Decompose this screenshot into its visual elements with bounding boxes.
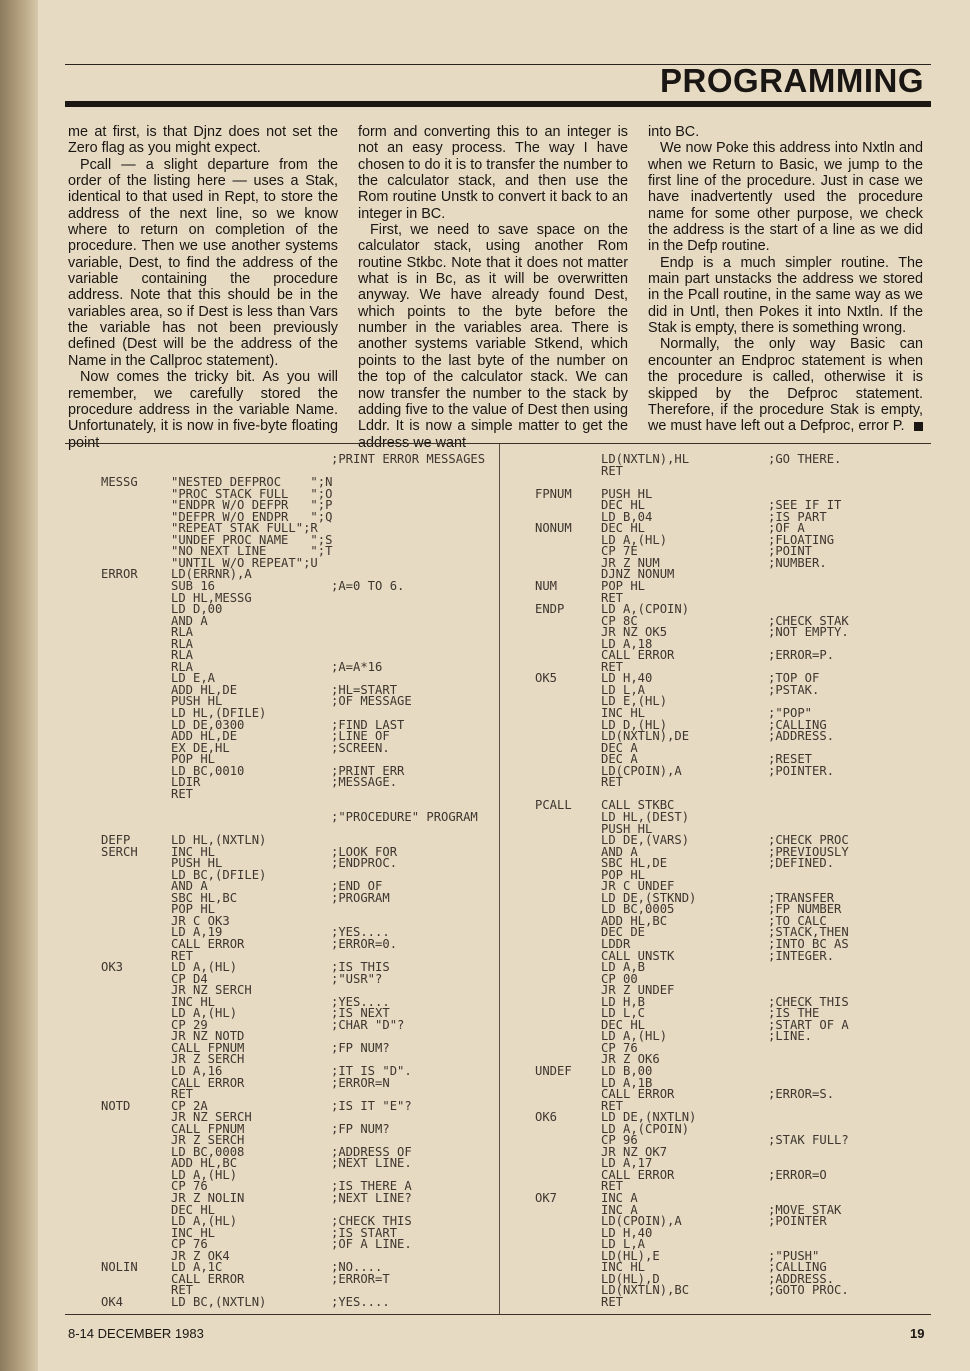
listing-instruction: LD A,1C bbox=[171, 1260, 223, 1275]
listing-instruction: CALL ERROR bbox=[601, 648, 675, 663]
listing-instruction: LD A,1B bbox=[601, 1075, 653, 1090]
paragraph: me at first, is that Djnz does not set the Zero flag as you might expect. bbox=[68, 124, 338, 157]
listing-label: OK7 bbox=[535, 1191, 558, 1205]
listing-comment: ;A=0 TO 6. bbox=[331, 579, 405, 594]
listing-comment: ;FP NUMBER bbox=[768, 902, 842, 917]
listing-instruction: LD DE,(NXTLN) bbox=[601, 1110, 697, 1125]
listing-instruction: JR NZ OK5 bbox=[601, 625, 668, 640]
listing-instruction: AND A bbox=[171, 879, 208, 894]
text-column-3 bbox=[648, 124, 923, 435]
listing-instruction: SBC HL,DE bbox=[601, 856, 668, 871]
listing-instruction: DEC HL bbox=[601, 521, 646, 536]
listing-instruction: "NESTED DEFPROC ";N bbox=[171, 475, 333, 490]
listing-instruction: LD A,(HL) bbox=[601, 1029, 668, 1044]
listing-instruction: CALL ERROR bbox=[601, 1087, 675, 1102]
listing-comment: ;TO CALC bbox=[768, 913, 827, 928]
listing-comment: ;NEXT LINE? bbox=[331, 1191, 412, 1205]
listing-instruction: LD H,40 bbox=[601, 1225, 653, 1240]
end-of-article-mark bbox=[914, 422, 923, 431]
listing-instruction: JR Z SERCH bbox=[171, 1133, 245, 1148]
listing-instruction: CP 7E bbox=[601, 544, 638, 559]
listing-instruction: LD A,(HL) bbox=[171, 1214, 238, 1229]
listing-instruction: RET bbox=[601, 590, 624, 605]
listing-comment: ;YES.... bbox=[331, 1294, 390, 1309]
listing-instruction: LD A,(HL) bbox=[171, 1006, 238, 1021]
listing-instruction: "REPEAT STAK FULL";R bbox=[171, 521, 318, 536]
listing-comment: ;OF A LINE. bbox=[331, 1237, 412, 1252]
listing-comment: ;CHECK STAK bbox=[768, 613, 849, 628]
listing-instruction: RET bbox=[601, 463, 624, 478]
listing-comment: ;OF MESSAGE bbox=[331, 694, 412, 709]
listing-comment: ;LOOK FOR bbox=[331, 844, 398, 859]
paragraph: form and converting this to an integer is not an easy process. The way I have chosen to do it is to transfer the number to the calculator stack, and then use the Rom routine Unstk to convert it back to an integer in BC. bbox=[358, 124, 628, 222]
listing-instruction: CALL ERROR bbox=[171, 1075, 245, 1090]
listing-comment: ;CALLING bbox=[768, 1260, 827, 1275]
listing-comment: ;GOTO PROC. bbox=[768, 1283, 849, 1298]
listing-comment: ;NOT EMPTY. bbox=[768, 625, 849, 640]
listing-comment: ;POINTER. bbox=[768, 763, 835, 778]
text-column-2 bbox=[358, 124, 628, 451]
listing-instruction: INC HL bbox=[171, 994, 216, 1009]
listing-comment: ;FIND LAST bbox=[331, 717, 405, 732]
listing-instruction: CP 76 bbox=[171, 1179, 208, 1194]
listing-instruction: LD HL,MESSG bbox=[171, 590, 252, 605]
listing-instruction: LD H,B bbox=[601, 994, 646, 1009]
listing-instruction: PUSH HL bbox=[171, 856, 223, 871]
listing-instruction: LD A,(HL) bbox=[601, 532, 668, 547]
listing-instruction: JR Z SERCH bbox=[171, 1052, 245, 1067]
listing-comment: ;POINTER bbox=[768, 1214, 827, 1229]
paragraph-text: Normally, the only way Basic can encounter an Endproc statement is when the procedure is called, otherwise it is skipped by the Defproc statement. Therefore, if the procedure Stak is empty, we must have left out a Defproc, error P. bbox=[648, 336, 923, 435]
listing-instruction: CP 00 bbox=[601, 971, 638, 986]
listing-instruction: POP HL bbox=[171, 752, 216, 767]
listing-instruction: LD(ERRNR),A bbox=[171, 567, 252, 582]
listing-instruction: LD HL,(DEST) bbox=[601, 809, 690, 824]
listing-comment: ;"PUSH" bbox=[768, 1248, 820, 1263]
listing-comment: ;END OF bbox=[331, 879, 383, 894]
listing-comment: ;SEE IF IT bbox=[768, 498, 842, 513]
listing-instruction: LD A,19 bbox=[171, 925, 223, 940]
listing-comment: ;GO THERE. bbox=[768, 452, 842, 466]
listing-comment: ;PROGRAM bbox=[331, 890, 390, 905]
listing-instruction: JR NZ OK7 bbox=[601, 1144, 668, 1159]
listing-instruction: RLA bbox=[171, 636, 194, 651]
listing-instruction: DEC HL bbox=[601, 1017, 646, 1032]
listing-instruction: DEC HL bbox=[601, 498, 646, 513]
listing-instruction: LD DE,(STKND) bbox=[601, 890, 697, 905]
listing-instruction: CALL FPNUM bbox=[171, 1040, 245, 1055]
listing-label: UNDEF bbox=[535, 1063, 572, 1078]
listing-instruction: "PROC STACK FULL ";O bbox=[171, 486, 333, 501]
listing-instruction: INC HL bbox=[171, 1225, 216, 1240]
listing-label: OK4 bbox=[101, 1294, 124, 1309]
listing-instruction: LD BC,0010 bbox=[171, 763, 245, 778]
listing-comment: ;CHECK PROC bbox=[768, 833, 849, 848]
listing-instruction: CALL ERROR bbox=[171, 936, 245, 951]
issue-date: 8-14 DECEMBER 1983 bbox=[68, 1326, 204, 1341]
listing-comment: ;IS IT "E"? bbox=[331, 1098, 412, 1113]
listing-comment: ;POINT bbox=[768, 544, 813, 559]
listing-instruction: JR C UNDEF bbox=[601, 879, 675, 894]
listing-comment: ;CHAR "D"? bbox=[331, 1017, 405, 1032]
listing-instruction: DEC HL bbox=[171, 1202, 216, 1217]
listing-comment: ;NEXT LINE. bbox=[331, 1156, 412, 1171]
listing-instruction: JR Z OK6 bbox=[601, 1052, 660, 1067]
listing-instruction: LD A,17 bbox=[601, 1156, 653, 1171]
listing-instruction: DJNZ NONUM bbox=[601, 567, 675, 582]
listing-comment: ;FP NUM? bbox=[331, 1121, 390, 1136]
listing-label: FPNUM bbox=[535, 486, 572, 501]
listing-instruction: INC A bbox=[601, 1202, 638, 1217]
listing-instruction: RET bbox=[171, 1283, 194, 1298]
listing-instruction: CP 76 bbox=[171, 1237, 208, 1252]
listing-instruction: LD D,(HL) bbox=[601, 717, 668, 732]
listing-instruction: CALL ERROR bbox=[171, 1271, 245, 1286]
listing-instruction: LD A,B bbox=[601, 960, 646, 975]
listing-label: DEFP bbox=[101, 833, 131, 848]
listing-comment: ;RESET bbox=[768, 752, 813, 767]
listing-instruction: RET bbox=[601, 659, 624, 674]
listing-instruction: JR Z NUM bbox=[601, 555, 660, 570]
listing-instruction: LD L,A bbox=[601, 1237, 646, 1252]
listing-instruction: LD E,(HL) bbox=[601, 694, 668, 709]
listing-instruction: LD H,40 bbox=[601, 671, 653, 686]
listing-instruction: PUSH HL bbox=[171, 694, 223, 709]
listing-instruction: INC HL bbox=[601, 1260, 646, 1275]
listing-comment: ;ADDRESS. bbox=[768, 1271, 835, 1286]
paragraph: We now Poke this address into Nxtln and when we Return to Basic, we jump to the first line of the procedure. Just in case we have inadvertently used the procedure name for some other purpose, we check the address is the start of a line as we did in the Defp routine. bbox=[648, 140, 923, 255]
listing-label: NONUM bbox=[535, 521, 572, 536]
listing-comment: ;MOVE STAK bbox=[768, 1202, 842, 1217]
listing-instruction: LD(HL),E bbox=[601, 1248, 660, 1263]
listing-comment: ;IS PART bbox=[768, 509, 827, 524]
listing-label: SERCH bbox=[101, 844, 138, 859]
listing-instruction: LD A,(HL) bbox=[171, 1167, 238, 1182]
listing-instruction: LDIR bbox=[171, 775, 201, 790]
listing-comment: ;OF A bbox=[768, 521, 805, 536]
listing-comment: ;ERROR=T bbox=[331, 1271, 390, 1286]
listing-comment: ;TRANSFER bbox=[768, 890, 835, 905]
listing-instruction: INC HL bbox=[171, 844, 216, 859]
listing-comment: ;ERROR=S. bbox=[768, 1087, 835, 1102]
paragraph: into BC. bbox=[648, 124, 700, 140]
listing-instruction: LD L,A bbox=[601, 682, 646, 697]
listing-instruction: JR Z NOLIN bbox=[171, 1191, 245, 1205]
listing-instruction: LD(HL),D bbox=[601, 1271, 660, 1286]
listing-instruction: "UNDEF PROC NAME ";S bbox=[171, 532, 333, 547]
listing-instruction: LD E,A bbox=[171, 671, 216, 686]
listing-comment: ;CHECK THIS bbox=[768, 994, 849, 1009]
listing-instruction: CP D4 bbox=[171, 971, 208, 986]
listing-comment: ;INTEGER. bbox=[768, 948, 835, 963]
paragraph: Now comes the tricky bit. As you will remember, we carefully stored the procedure address in the variable Name. Unfortunately, it is now in five-byte floating point bbox=[68, 369, 338, 451]
listing-comment: ;IT IS "D". bbox=[331, 1063, 412, 1078]
listing-label: NOTD bbox=[101, 1098, 131, 1113]
listing-comment: ;PSTAK. bbox=[768, 682, 820, 697]
listing-comment: ;CALLING bbox=[768, 717, 827, 732]
listing-comment: ;IS THIS bbox=[331, 960, 390, 975]
listing-instruction: POP HL bbox=[171, 902, 216, 917]
listing-instruction: EX DE,HL bbox=[171, 740, 230, 755]
book-spine-shadow bbox=[0, 0, 38, 1371]
listing-comment: ;MESSAGE. bbox=[331, 775, 398, 790]
listing-instruction: LD A,(HL) bbox=[171, 960, 238, 975]
listing-instruction: POP HL bbox=[601, 579, 646, 594]
listing-instruction: DEC DE bbox=[601, 925, 646, 940]
listing-comment: ;DEFINED. bbox=[768, 856, 835, 871]
listing-instruction: "UNTIL W/O REPEAT";U bbox=[171, 555, 318, 570]
listing-instruction: LD B,04 bbox=[601, 509, 653, 524]
listing-instruction: CP 2A bbox=[171, 1098, 208, 1113]
listing-comment: ;START OF A bbox=[768, 1017, 849, 1032]
listing-instruction: RET bbox=[601, 1098, 624, 1113]
listing-instruction: ADD HL,DE bbox=[171, 729, 238, 744]
listing-instruction: LD A,(CPOIN) bbox=[601, 602, 690, 617]
listing-instruction: JR C OK3 bbox=[171, 913, 230, 928]
listing-comment: ;ADDRESS OF bbox=[331, 1144, 412, 1159]
listing-instruction: LD(CPOIN),A bbox=[601, 1214, 682, 1229]
listing-instruction: JR NZ SERCH bbox=[171, 1110, 252, 1125]
listing-comment: ;YES.... bbox=[331, 994, 390, 1009]
text-column-1 bbox=[68, 124, 338, 451]
listing-instruction: LD B,00 bbox=[601, 1063, 653, 1078]
listing-comment: ;PRINT ERROR MESSAGES bbox=[331, 452, 486, 466]
listing-instruction: RLA bbox=[171, 625, 194, 640]
listing-instruction: JR Z OK4 bbox=[171, 1248, 230, 1263]
listing-comment: ;PRINT ERR bbox=[331, 763, 405, 778]
listing-instruction: CP 76 bbox=[601, 1040, 638, 1055]
listing-instruction: "NO NEXT LINE ";T bbox=[171, 544, 333, 559]
listing-instruction: DEC A bbox=[601, 740, 638, 755]
listing-instruction: RLA bbox=[171, 659, 194, 674]
listing-instruction: "DEFPR W/O ENDPR ";Q bbox=[171, 509, 333, 524]
listing-label: MESSG bbox=[101, 475, 138, 490]
listing-instruction: LD BC,(NXTLN) bbox=[171, 1294, 267, 1309]
paragraph: First, we need to save space on the calculator stack, using another Rom routine Stkbc. Note that it does not matter what is in Bc, as it will be overwritten anyway. We have already found Dest, which points to the byte before the number in the variables area. There is another systems variable Stkend, which points to the last byte of the number on the top of the calculator stack. We can now transfer the number to the stack by adding five to the value of Dest then using Lddr. It is now a simple matter to get the address we want bbox=[358, 222, 628, 451]
listing-instruction: LD BC,0005 bbox=[601, 902, 675, 917]
paragraph: Endp is a much simpler routine. The main part unstacks the address we stored in the Pcall routine, in the same way as we did in Untl, then Pokes it into Nxtln. If the Stak is empty, there is something wrong. bbox=[648, 254, 923, 337]
listing-comment: ;IS THE bbox=[768, 1006, 820, 1021]
listing-comment: ;NO.... bbox=[331, 1260, 383, 1275]
listing-instruction: RET bbox=[171, 786, 194, 801]
listing-instruction: CP 8C bbox=[601, 613, 638, 628]
listing-label: OK6 bbox=[535, 1110, 558, 1125]
listing-comment: ;"POP" bbox=[768, 706, 813, 721]
listing-instruction: LD HL,(DFILE) bbox=[171, 706, 267, 721]
listing-instruction: JR Z UNDEF bbox=[601, 983, 675, 998]
listing-label: NUM bbox=[535, 579, 558, 594]
listing-instruction: PUSH HL bbox=[601, 821, 653, 836]
page-number: 19 bbox=[910, 1326, 925, 1341]
listing-label: OK5 bbox=[535, 671, 558, 686]
listing-instruction: RET bbox=[171, 1087, 194, 1102]
listing-instruction: LD(CPOIN),A bbox=[601, 763, 682, 778]
listing-instruction: LD D,00 bbox=[171, 602, 223, 617]
listing-instruction: RET bbox=[171, 948, 194, 963]
listing-instruction: LD BC,(DFILE) bbox=[171, 867, 267, 882]
listing-label: PCALL bbox=[535, 798, 572, 813]
listing-instruction: ADD HL,BC bbox=[171, 1156, 238, 1171]
listing-instruction: RET bbox=[601, 1294, 624, 1309]
listing-comment: ;FP NUM? bbox=[331, 1040, 390, 1055]
listing-instruction: LD BC,0008 bbox=[171, 1144, 245, 1159]
listing-instruction: CALL UNSTK bbox=[601, 948, 675, 963]
listing-comment: ;LINE OF bbox=[331, 729, 390, 744]
listing-comment: ;PREVIOUSLY bbox=[768, 844, 849, 859]
listing-instruction: RET bbox=[601, 1179, 624, 1194]
listing-instruction: JR NZ NOTD bbox=[171, 1029, 245, 1044]
listing-instruction: AND A bbox=[171, 613, 208, 628]
listing-comment: ;ADDRESS. bbox=[768, 729, 835, 744]
listing-instruction: LD DE,(VARS) bbox=[601, 833, 690, 848]
listing-comment: ;STACK,THEN bbox=[768, 925, 849, 940]
listing-comment: ;IS THERE A bbox=[331, 1179, 412, 1194]
listing-comment: ;FLOATING bbox=[768, 532, 835, 547]
listing-instruction: LD(NXTLN),BC bbox=[601, 1283, 690, 1298]
listing-instruction: LD(NXTLN),HL bbox=[601, 452, 690, 466]
listing-label: ENDP bbox=[535, 602, 565, 617]
listing-instruction: LD A,(CPOIN) bbox=[601, 1121, 690, 1136]
listing-comment: ;A=A*16 bbox=[331, 659, 383, 674]
listing-comment: ;"USR"? bbox=[331, 971, 383, 986]
listing-label: OK3 bbox=[101, 960, 124, 975]
listing-comment: ;IS NEXT bbox=[331, 1006, 390, 1021]
listing-comment: ;SCREEN. bbox=[331, 740, 390, 755]
listing-comment: ;TOP OF bbox=[768, 671, 820, 686]
code-listing bbox=[65, 443, 931, 1315]
listing-comment: ;LINE. bbox=[768, 1029, 813, 1044]
listing-instruction: POP HL bbox=[601, 867, 646, 882]
listing-instruction: CP 29 bbox=[171, 1017, 208, 1032]
listing-comment: ;CHECK THIS bbox=[331, 1214, 412, 1229]
listing-instruction: ADD HL,BC bbox=[601, 913, 668, 928]
listing-instruction: LD A,16 bbox=[171, 1063, 223, 1078]
listing-comment: ;ERROR=0. bbox=[331, 936, 398, 951]
listing-comment: ;STAK FULL? bbox=[768, 1133, 849, 1148]
paragraph: Pcall — a slight departure from the order of the listing here — uses a Stak, identical to that used in Rept, to store the address of the next line, so we know where to return on completion of the procedure. Then we use another systems variable, Dest, to find the address of the variable containing the procedure address. Note that this should be in the variables area, so if Dest is less than Vars the variable has not been previously defined (Dest will be the address of the Name in the Callproc statement). bbox=[68, 156, 338, 369]
listing-label: NOLIN bbox=[101, 1260, 138, 1275]
listing-comment: ;ENDPROC. bbox=[331, 856, 398, 871]
listing-instruction: LD DE,0300 bbox=[171, 717, 245, 732]
listing-instruction: SBC HL,BC bbox=[171, 890, 238, 905]
listing-instruction: LD(NXTLN),DE bbox=[601, 729, 690, 744]
header-thick-rule bbox=[65, 101, 931, 107]
listing-instruction: RET bbox=[601, 775, 624, 790]
listing-comment: ;ERROR=O bbox=[768, 1167, 827, 1182]
listing-label: ERROR bbox=[101, 567, 138, 582]
listing-instruction: INC A bbox=[601, 1191, 638, 1205]
listing-instruction: LD HL,(NXTLN) bbox=[171, 833, 267, 848]
listing-instruction: LD A,18 bbox=[601, 636, 653, 651]
listing-instruction: INC HL bbox=[601, 706, 646, 721]
listing-comment: ;INTO BC AS bbox=[768, 936, 849, 951]
listing-instruction: CALL FPNUM bbox=[171, 1121, 245, 1136]
listing-instruction: AND A bbox=[601, 844, 638, 859]
listing-instruction: LD L,C bbox=[601, 1006, 646, 1021]
listing-comment: ;ERROR=P. bbox=[768, 648, 835, 663]
listing-comment: ;HL=START bbox=[331, 682, 398, 697]
listing-instruction: PUSH HL bbox=[601, 486, 653, 501]
paragraph bbox=[648, 336, 923, 434]
listing-comment: ;ERROR=N bbox=[331, 1075, 390, 1090]
listing-instruction: SUB 16 bbox=[171, 579, 216, 594]
listing-instruction: LDDR bbox=[601, 936, 631, 951]
listing-comment: ;IS START bbox=[331, 1225, 398, 1240]
listing-instruction: ADD HL,DE bbox=[171, 682, 238, 697]
listing-comment: ;NUMBER. bbox=[768, 555, 827, 570]
listing-comment: ;"PROCEDURE" PROGRAM bbox=[331, 809, 478, 824]
listing-comment: ;YES.... bbox=[331, 925, 390, 940]
listing-instruction: CP 96 bbox=[601, 1133, 638, 1148]
listing-instruction: JR NZ SERCH bbox=[171, 983, 252, 998]
listing-instruction: DEC A bbox=[601, 752, 638, 767]
listing-instruction: RLA bbox=[171, 648, 194, 663]
listing-instruction: CALL ERROR bbox=[601, 1167, 675, 1182]
section-title: PROGRAMMING bbox=[660, 62, 924, 99]
listing-instruction: "ENDPR W/O DEFPR ";P bbox=[171, 498, 333, 513]
listing-instruction: CALL STKBC bbox=[601, 798, 675, 813]
